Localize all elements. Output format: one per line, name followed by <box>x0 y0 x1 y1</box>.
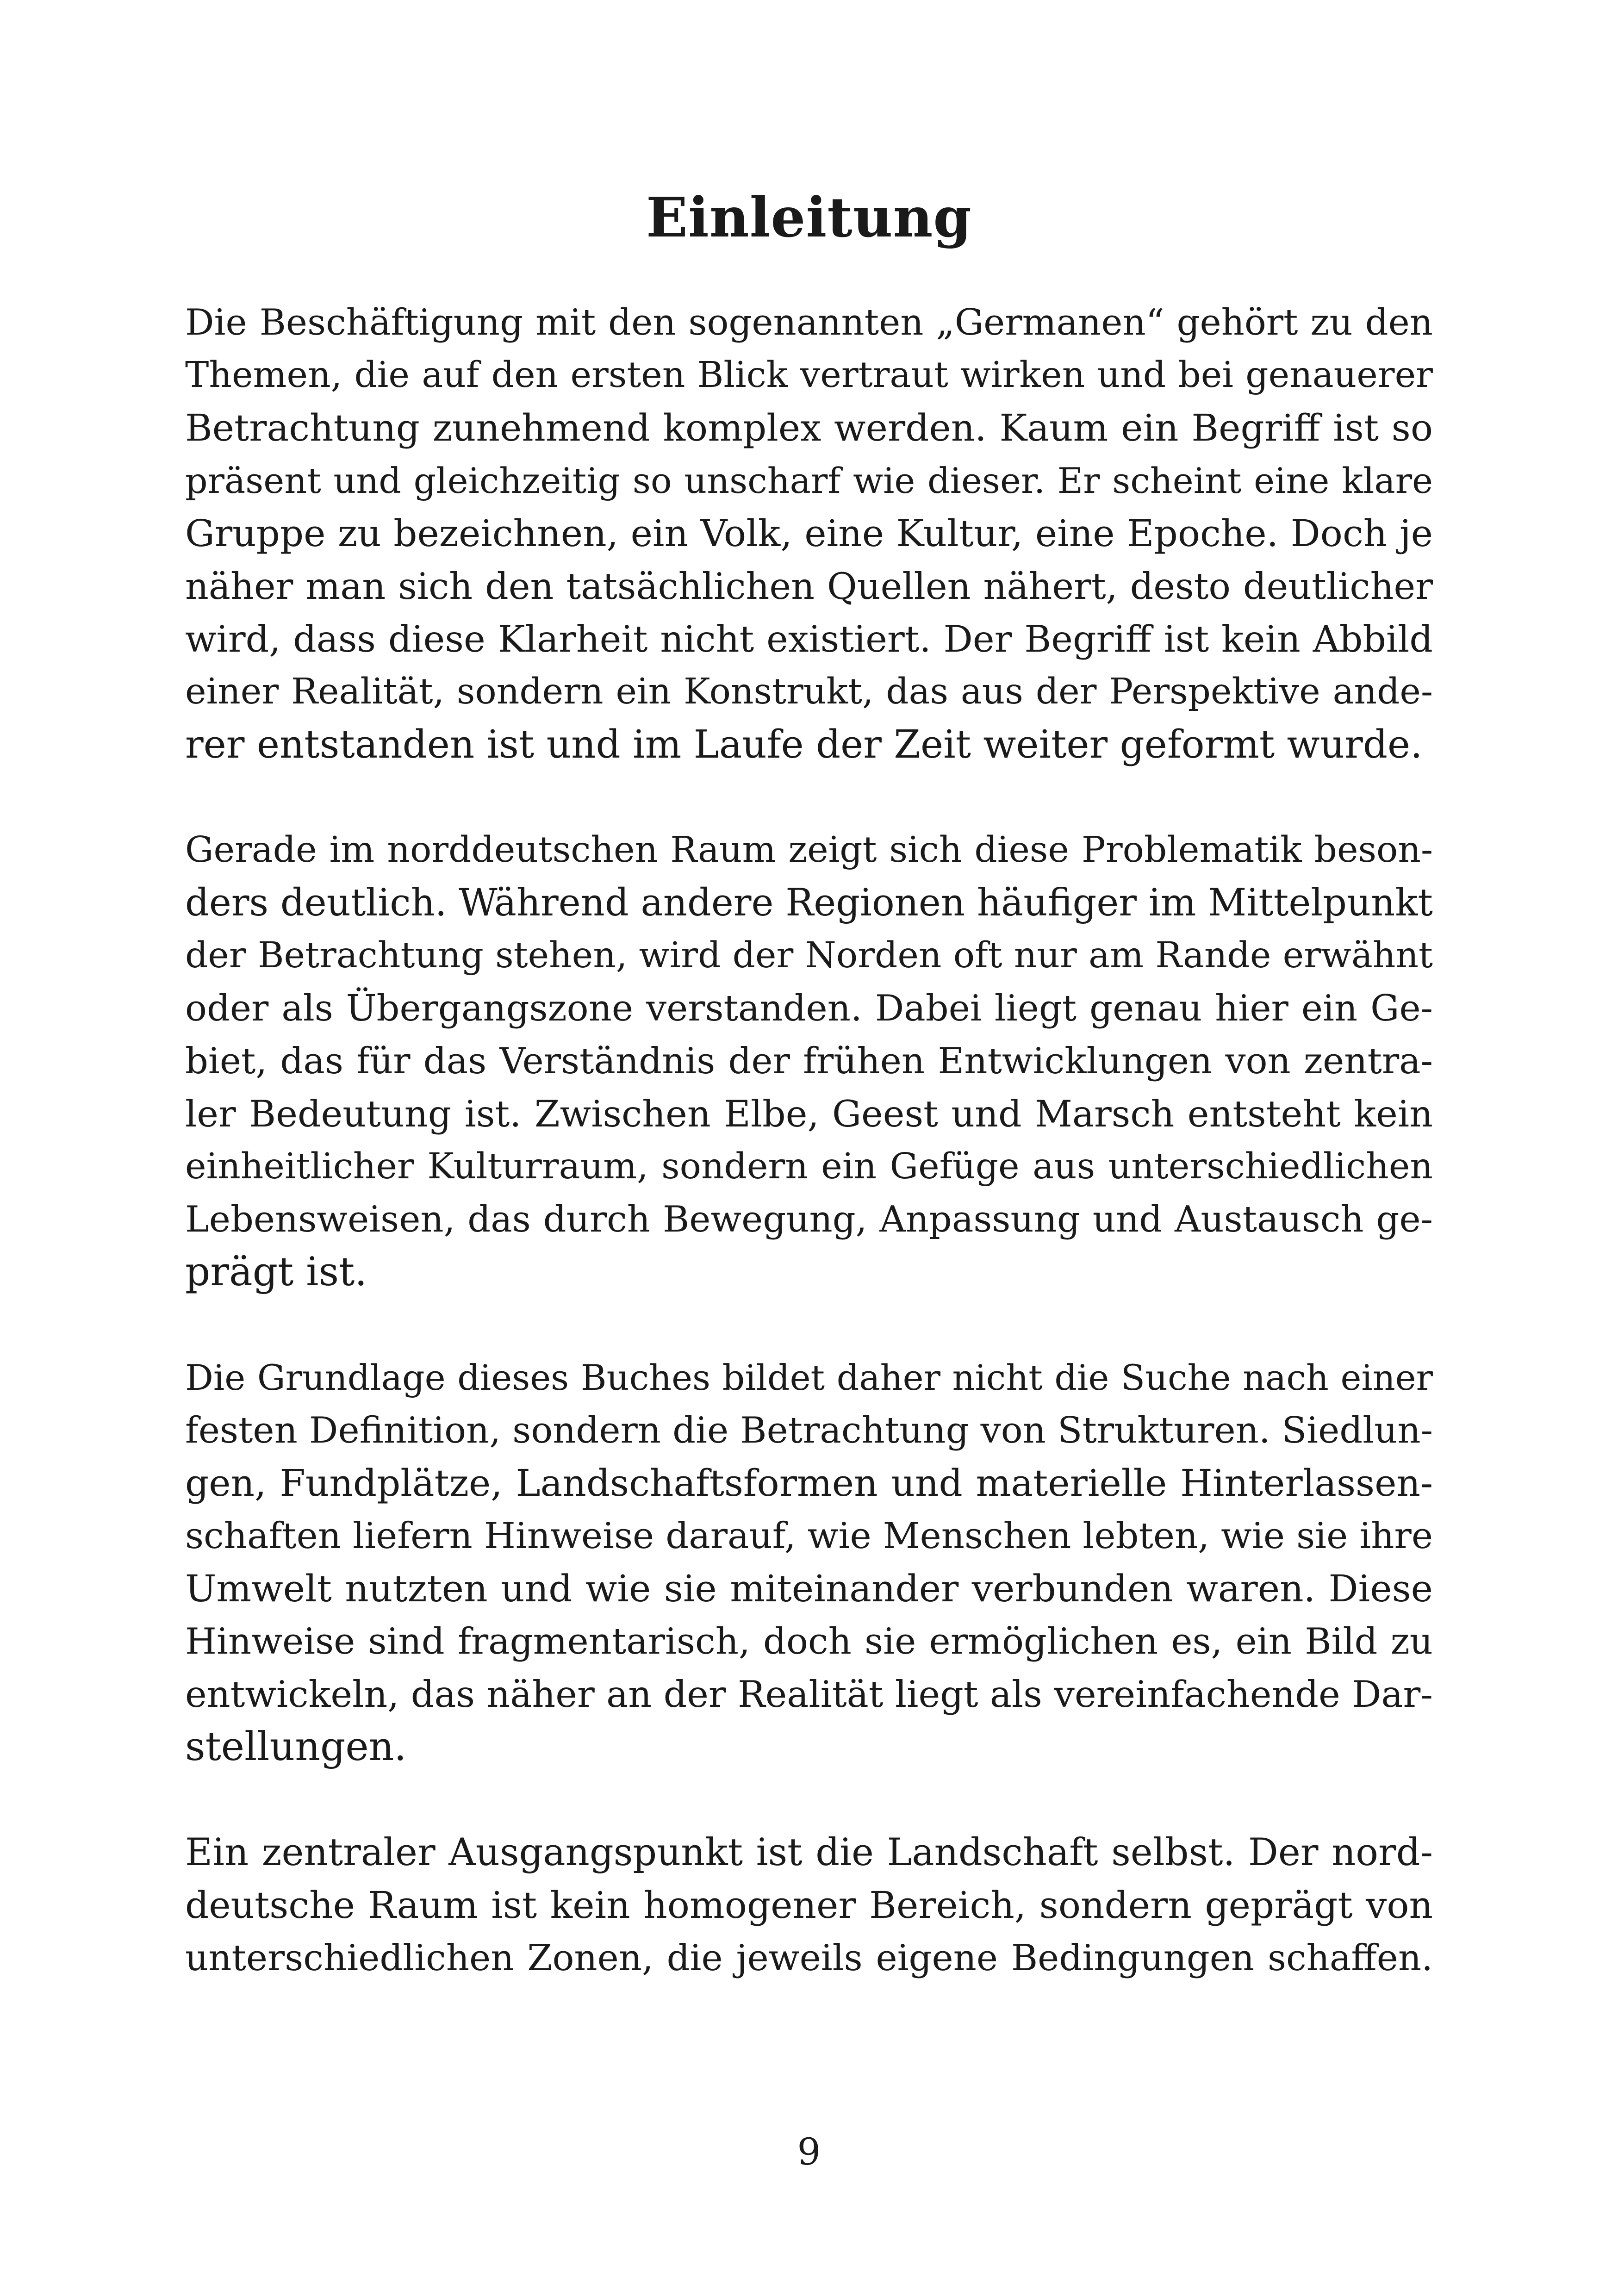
text-line: einheitlicher Kulturraum, sondern ein Gefüge aus unterschiedlichen <box>185 1146 1433 1187</box>
text-line: der Betrachtung stehen, wird der Norden oft nur am Rande erwähnt <box>185 935 1433 976</box>
paragraph-3 <box>185 1351 1433 1773</box>
text-line: rer entstanden ist und im Laufe der Zeit weiter geformt wurde. <box>185 722 1423 767</box>
text-line: oder als Übergangszone verstanden. Dabei liegt genau hier ein Ge- <box>185 988 1433 1029</box>
text-line: Die Grundlage dieses Buches bildet daher nicht die Suche nach einer <box>185 1357 1433 1398</box>
paragraph-4 <box>185 1826 1433 1985</box>
text-line: Hinweise sind fragmentarisch, doch sie ermöglichen es, ein Bild zu <box>185 1621 1433 1662</box>
text-line: einer Realität, sondern ein Konstrukt, das aus der Perspektive ande- <box>185 671 1433 712</box>
text-line: unterschiedlichen Zonen, die jeweils eigene Bedingungen schaffen. <box>185 1937 1433 1979</box>
text-line: Gerade im norddeutschen Raum zeigt sich diese Problematik beson- <box>185 829 1433 871</box>
text-line: prägt ist. <box>185 1249 367 1295</box>
text-line: deutsche Raum ist kein homogener Bereich, sondern geprägt von <box>185 1884 1433 1927</box>
text-line: Gruppe zu bezeichnen, ein Volk, eine Kultur, eine Epoche. Doch je <box>185 512 1433 555</box>
paragraph-1 <box>185 296 1433 771</box>
text-line: entwickeln, das näher an der Realität liegt als vereinfachende Dar- <box>185 1673 1433 1716</box>
text-line: gen, Fundplätze, Landschaftsformen und materielle Hinterlassen- <box>185 1462 1433 1505</box>
text-line: festen Definition, sondern die Betrachtung von Strukturen. Siedlun- <box>185 1410 1433 1451</box>
chapter-title: Einleitung <box>646 185 972 249</box>
text-line: Themen, die auf den ersten Blick vertraut wirken und bei genauerer <box>185 355 1433 396</box>
text-line: wird, dass diese Klarheit nicht existiert. Der Begriff ist kein Abbild <box>185 618 1433 660</box>
text-line: ders deutlich. Während andere Regionen häufiger im Mittelpunkt <box>185 881 1433 925</box>
page-number: 9 <box>797 2130 821 2173</box>
text-line: ler Bedeutung ist. Zwischen Elbe, Geest und Marsch entsteht kein <box>185 1093 1433 1135</box>
text-line: Umwelt nutzten und wie sie miteinander verbunden waren. Diese <box>185 1567 1433 1610</box>
paragraph-2 <box>185 824 1433 1299</box>
text-line: Ein zentraler Ausgangspunkt ist die Landschaft selbst. Der nord- <box>185 1831 1433 1874</box>
text-line: näher man sich den tatsächlichen Quellen nähert, desto deutlicher <box>185 565 1433 608</box>
text-line: Betrachtung zunehmend komplex werden. Kaum ein Begriff ist so <box>185 406 1433 449</box>
text-line: stellungen. <box>185 1724 407 1770</box>
text-line: präsent und gleichzeitig so unscharf wie dieser. Er scheint eine klare <box>185 460 1433 501</box>
text-line: Lebensweisen, das durch Bewegung, Anpassung und Austausch ge- <box>185 1199 1433 1240</box>
body-text <box>185 296 1433 2037</box>
text-line: schaften liefern Hinweise darauf, wie Menschen lebten, wie sie ihre <box>185 1515 1433 1557</box>
text-line: Die Beschäftigung mit den sogenannten „Germanen“ gehört zu den <box>185 302 1433 343</box>
text-line: biet, das für das Verständnis der frühen Entwicklungen von zentra- <box>185 1040 1433 1082</box>
